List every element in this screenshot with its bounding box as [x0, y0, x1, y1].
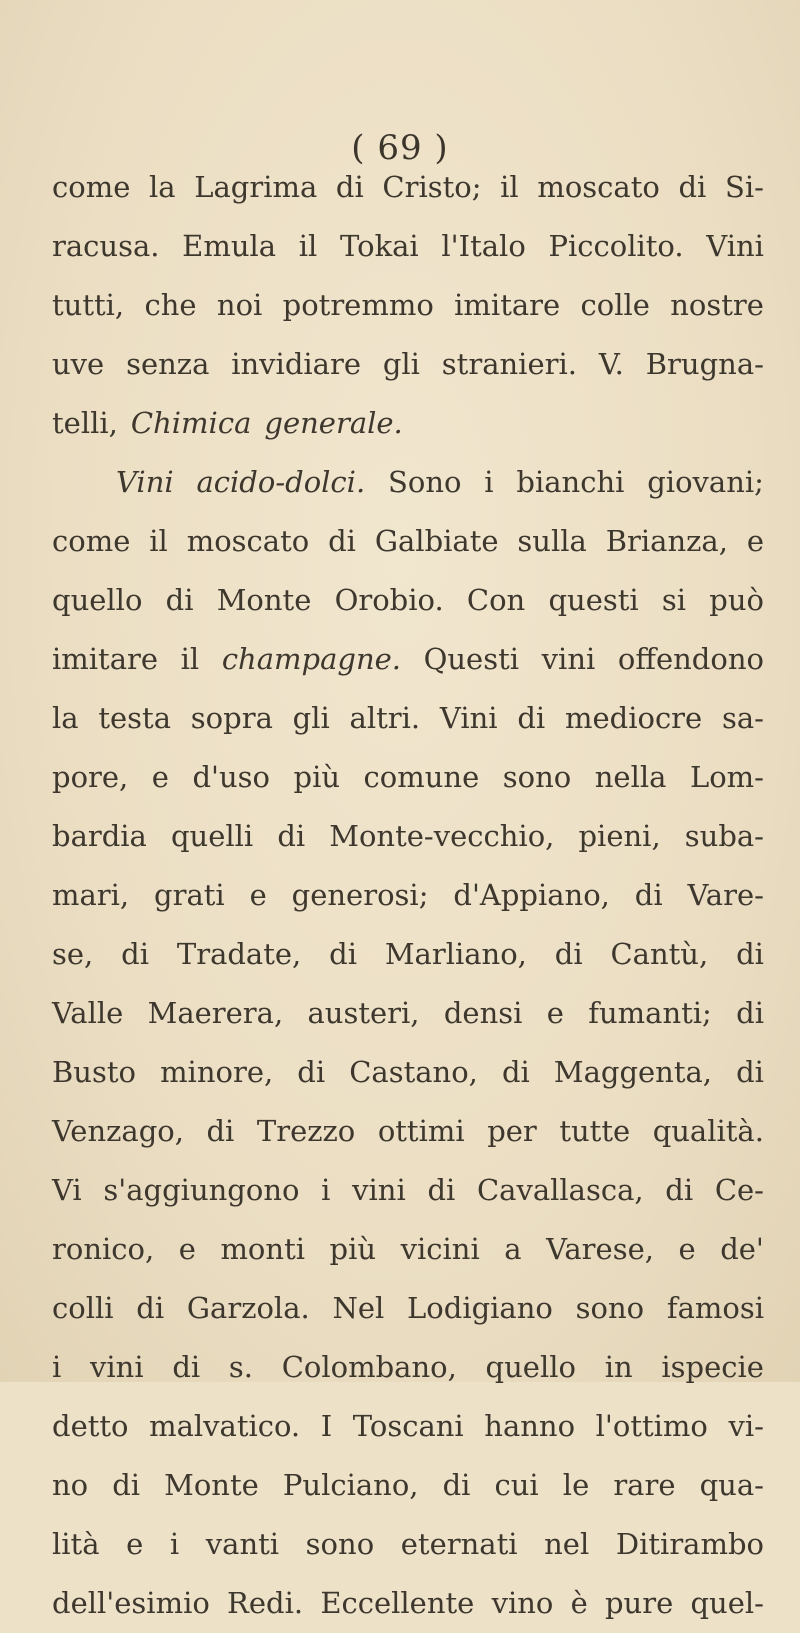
word: ispecie — [661, 1350, 764, 1384]
word: sulla — [517, 524, 587, 558]
word: Nel — [332, 1291, 385, 1325]
text-line — [52, 1456, 764, 1515]
word: di — [329, 937, 357, 971]
text-line — [52, 1043, 764, 1102]
word: Cantù, — [610, 937, 709, 971]
word: Tokai — [340, 229, 419, 263]
word: de' — [720, 1232, 764, 1266]
text-line — [52, 335, 764, 394]
word: si — [661, 583, 687, 617]
text-line — [52, 1279, 764, 1338]
word: Brianza, — [605, 524, 728, 558]
word: Si- — [724, 170, 764, 204]
word: testa — [98, 701, 172, 735]
word: i — [52, 1350, 62, 1384]
word: di — [678, 170, 707, 204]
word: austeri, — [307, 996, 420, 1030]
word: le — [562, 1468, 590, 1502]
word: qualità. — [652, 1114, 764, 1148]
word: lità — [52, 1527, 100, 1561]
word: champagne. — [221, 642, 401, 676]
word: pure — [604, 1586, 674, 1620]
word: nel — [544, 1527, 590, 1561]
word: se, — [52, 937, 94, 971]
word: Trezzo — [256, 1114, 356, 1148]
word: di — [554, 937, 583, 971]
word: di — [165, 583, 194, 617]
word: fumanti; — [588, 996, 712, 1030]
word: imitare — [454, 288, 561, 322]
text-line — [52, 630, 764, 689]
word: di — [517, 701, 546, 735]
word: stranieri. — [441, 347, 577, 381]
word: nostre — [670, 288, 764, 322]
word: Vini — [116, 465, 174, 499]
word: di — [277, 819, 306, 853]
word: s. — [228, 1350, 254, 1384]
word: Ditirambo — [615, 1527, 764, 1561]
word: il — [180, 642, 200, 676]
text-line — [52, 1220, 764, 1279]
word: Tradate, — [176, 937, 302, 971]
word: vanti — [205, 1527, 280, 1561]
word: senza — [126, 347, 210, 381]
text-line — [52, 1161, 764, 1220]
word: Con — [466, 583, 526, 617]
word: e — [546, 996, 564, 1030]
word: Emula — [182, 229, 277, 263]
word: di — [121, 937, 149, 971]
word: i — [484, 465, 494, 499]
word: di — [442, 1468, 471, 1502]
word: di — [172, 1350, 201, 1384]
word: il — [500, 170, 519, 204]
word: in — [604, 1350, 633, 1384]
word: Monte — [216, 583, 312, 617]
body-text — [52, 158, 764, 1633]
word: è — [570, 1586, 588, 1620]
word: grati — [154, 878, 225, 912]
word: di — [297, 1055, 326, 1089]
word: d'uso — [192, 760, 271, 794]
word: rare — [613, 1468, 676, 1502]
word: Toscani — [352, 1409, 464, 1443]
text-line — [52, 925, 764, 984]
word: Chimica — [130, 406, 252, 440]
word: di — [328, 524, 356, 558]
word: quello — [485, 1350, 576, 1384]
word: hanno — [484, 1409, 576, 1443]
word: a — [504, 1232, 522, 1266]
word: I — [320, 1409, 333, 1443]
word: gli — [292, 701, 330, 735]
text-line — [52, 512, 764, 571]
word: Valle — [52, 996, 124, 1030]
word: Galbiate — [374, 524, 499, 558]
word: quello — [52, 583, 143, 617]
word: racusa. — [52, 229, 160, 263]
word: questi — [548, 583, 639, 617]
word: l'ottimo — [595, 1409, 708, 1443]
word: i — [169, 1527, 180, 1561]
word: Ce- — [714, 1173, 764, 1207]
word: Questi — [423, 642, 520, 676]
text-line — [52, 394, 764, 453]
word: noi — [216, 288, 263, 322]
word: telli, — [52, 406, 118, 440]
word: invidiare — [231, 347, 361, 381]
word: moscato — [186, 524, 310, 558]
word: Cristo; — [382, 170, 482, 204]
word: no — [52, 1468, 89, 1502]
word: di — [634, 878, 663, 912]
text-line — [52, 866, 764, 925]
word: Garzola. — [186, 1291, 310, 1325]
word: tutti, — [52, 288, 125, 322]
word: Colombano, — [281, 1350, 457, 1384]
word: Vare- — [687, 878, 764, 912]
text-line — [52, 1338, 764, 1397]
word: malvatico. — [149, 1409, 301, 1443]
word: di — [665, 1173, 694, 1207]
word: Piccolito. — [548, 229, 684, 263]
word: detto — [52, 1409, 129, 1443]
word: può — [709, 583, 764, 617]
word: Lom- — [689, 760, 764, 794]
word: di — [112, 1468, 141, 1502]
word: Vi — [52, 1173, 82, 1207]
word: Maggenta, — [553, 1055, 713, 1089]
word: dell'esimio — [52, 1586, 210, 1620]
word: di — [206, 1114, 235, 1148]
word: colli — [52, 1291, 114, 1325]
word: Varese, — [546, 1232, 654, 1266]
word: Eccellente — [320, 1586, 475, 1620]
word: Monte-vecchio, — [329, 819, 555, 853]
word: Brugna- — [645, 347, 764, 381]
word: bianchi — [516, 465, 625, 499]
word: e — [678, 1232, 696, 1266]
text-line — [52, 453, 764, 512]
word: d'Appiano, — [453, 878, 610, 912]
word: generale. — [264, 406, 403, 440]
text-line — [52, 807, 764, 866]
word: di — [136, 1291, 165, 1325]
word: l'Italo — [441, 229, 526, 263]
word: acido-dolci. — [196, 465, 366, 499]
word: Orobio. — [334, 583, 444, 617]
word: di — [736, 937, 764, 971]
word: sa- — [722, 701, 764, 735]
word: come — [52, 170, 131, 204]
word: sono — [502, 760, 572, 794]
text-line — [52, 689, 764, 748]
word: ronico, — [52, 1232, 155, 1266]
word: e — [249, 878, 267, 912]
word: famosi — [666, 1291, 764, 1325]
word: vini — [90, 1350, 144, 1384]
word: eternati — [400, 1527, 518, 1561]
word: altri. — [349, 701, 421, 735]
word: di — [736, 1055, 764, 1089]
word: vini — [352, 1173, 406, 1207]
word: s'aggiungono — [103, 1173, 300, 1207]
word: la — [52, 701, 79, 735]
word: di — [501, 1055, 530, 1089]
word: Monte — [164, 1468, 259, 1502]
word: generosi; — [291, 878, 429, 912]
word: vini — [541, 642, 596, 676]
text-line — [52, 1397, 764, 1456]
word: Vini — [439, 701, 498, 735]
word: Cavallasca, — [476, 1173, 644, 1207]
word: e — [746, 524, 764, 558]
word: offendono — [617, 642, 764, 676]
word: Lagrima — [194, 170, 318, 204]
text-line — [52, 571, 764, 630]
word: Sono — [388, 465, 462, 499]
word: di — [427, 1173, 456, 1207]
word: sono — [305, 1527, 375, 1561]
word: Vini — [706, 229, 764, 263]
word: sono — [575, 1291, 645, 1325]
word: pore, — [52, 760, 129, 794]
word: il — [298, 229, 318, 263]
word: V. — [598, 347, 624, 381]
word: potremmo — [282, 288, 434, 322]
text-line — [52, 276, 764, 335]
word: vi- — [728, 1409, 764, 1443]
text-line — [52, 158, 764, 217]
word: qua- — [699, 1468, 764, 1502]
text-line — [52, 984, 764, 1043]
word: e — [178, 1232, 196, 1266]
text-line — [52, 1515, 764, 1574]
word: colle — [580, 288, 650, 322]
word: Maerera, — [147, 996, 284, 1030]
word: Castano, — [349, 1055, 478, 1089]
word: monti — [220, 1232, 306, 1266]
word: il — [149, 524, 168, 558]
word: nella — [594, 760, 667, 794]
word: ottimi — [377, 1114, 465, 1148]
word: di — [736, 996, 764, 1030]
word: mediocre — [564, 701, 703, 735]
word: Marliano, — [384, 937, 527, 971]
text-line — [52, 748, 764, 807]
word: e — [126, 1527, 144, 1561]
word: vino — [491, 1586, 554, 1620]
word: di — [335, 170, 364, 204]
word: moscato — [537, 170, 660, 204]
word: suba- — [684, 819, 764, 853]
word: uve — [52, 347, 105, 381]
word: più — [329, 1232, 377, 1266]
word: più — [293, 760, 341, 794]
word: i — [321, 1173, 331, 1207]
word: minore, — [160, 1055, 274, 1089]
word: densi — [443, 996, 523, 1030]
word: quel- — [690, 1586, 764, 1620]
word: Busto — [52, 1055, 136, 1089]
word: bardia — [52, 819, 147, 853]
word: pieni, — [578, 819, 661, 853]
word: Lodigiano — [407, 1291, 553, 1325]
text-line — [52, 1102, 764, 1161]
word: vicini — [400, 1232, 480, 1266]
word: mari, — [52, 878, 130, 912]
word: per — [487, 1114, 537, 1148]
word: comune — [363, 760, 480, 794]
word: tutte — [559, 1114, 631, 1148]
word: Pulciano, — [282, 1468, 419, 1502]
word: la — [149, 170, 176, 204]
word: imitare — [52, 642, 159, 676]
word: cui — [494, 1468, 539, 1502]
text-line — [52, 1574, 764, 1633]
word: Redi. — [227, 1586, 304, 1620]
word: che — [144, 288, 197, 322]
word: giovani; — [647, 465, 764, 499]
word: come — [52, 524, 131, 558]
page-number: ( 69 ) — [351, 128, 449, 168]
word: quelli — [170, 819, 254, 853]
word: e — [151, 760, 169, 794]
text-line — [52, 217, 764, 276]
word: gli — [382, 347, 420, 381]
word: Venzago, — [52, 1114, 184, 1148]
word: sopra — [190, 701, 273, 735]
